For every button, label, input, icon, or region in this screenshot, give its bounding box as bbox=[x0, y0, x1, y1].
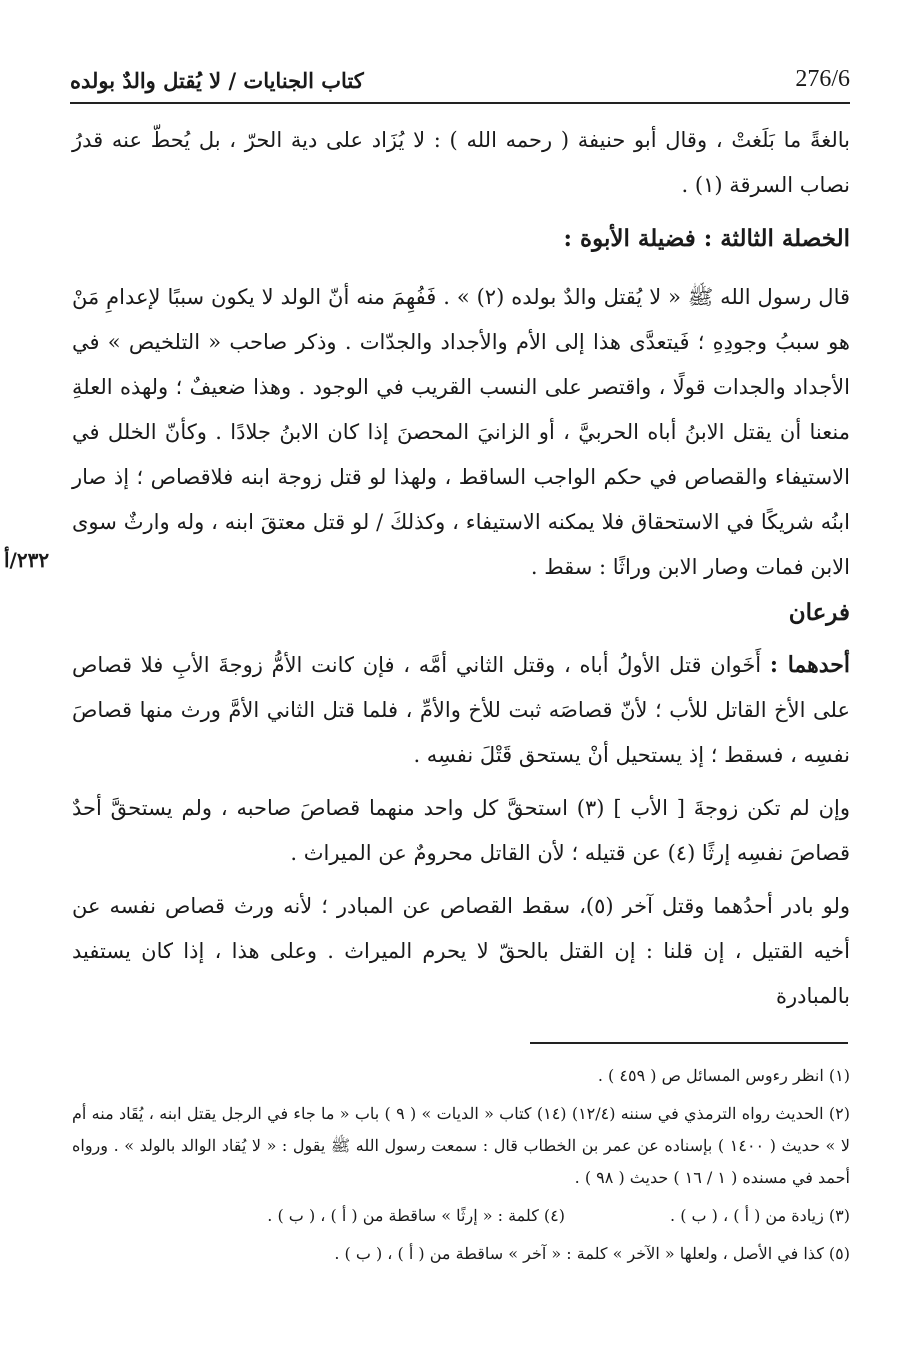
footnote-divider bbox=[530, 1042, 848, 1044]
running-title: كتاب الجنايات / لا يُقتل والدٌ بولده bbox=[70, 68, 364, 93]
branch-one-text: أَخَوان قتل الأولُ أباه ، وقتل الثاني أمَّه ، فإن كانت الأمُّ زوجةَ الأبِ فلا قصاص على الأخ القاتل للأب ؛ لأنّ قصاصَه ثبت للأخ والأمِّ ، فلما قتل الثاني الأمَّ ورث منها قصاصَ نفسِه ، فسقط ؛ إذ يستحيل أنْ يستحق قَتْلَ نفسِه . bbox=[72, 653, 850, 767]
branch-one-lead: أحدهما : bbox=[769, 652, 850, 678]
section-heading: الخصلة الثالثة : فضيلة الأبوة : bbox=[563, 225, 850, 252]
running-header bbox=[70, 62, 850, 104]
paragraph-opening: بالغةً ما بَلَغتْ ، وقال أبو حنيفة ( رحمه الله ) : لا يُزَاد على دية الحرّ ، بل يُحطّ عنه قدرُ نصاب السرقة (١) . bbox=[72, 128, 850, 197]
footnote-2: (٢) الحديث رواه الترمذي في سننه (١٢/٤) (١٤) كتاب « الديات » ( ٩ ) باب « ما جاء في الرجل يقتل ابنه ، يُقَاد منه أم لا » حديث ( ١٤٠٠ ) بإسناده عن عمر بن الخطاب قال : سمعت رسول الله ﷺ يقول : « لا يُقاد الوالد بالولد » . ورواه أحمد في مسنده ( ١ / ١٦ ) حديث ( ٩٨ ) . bbox=[72, 1104, 851, 1187]
subsection-heading: فرعان bbox=[788, 599, 850, 626]
paragraph-branch-three: ولو بادر أحدُهما وقتل آخر (٥)، سقط القصاص عن المبادر ؛ لأنه ورث قصاص نفسه عن أخيه القتيل ، إن قلنا : إن القتل بالحقّ لا يحرم الميراث . وعلى هذا ، إذا كان يستفيد بالمبادرة bbox=[72, 894, 851, 1008]
main-text bbox=[72, 118, 850, 1019]
footnote-row bbox=[72, 1200, 850, 1232]
paragraph-branch-one bbox=[72, 643, 850, 778]
paragraph-fatherhood: قال رسول الله ﷺ « لا يُقتل والدٌ بولده (٢) » . فَفُهِمَ منه أنّ الولد لا يكون سببًا لإعدامِ مَنْ هو سببُ وجودِهِ ؛ فَيتعدَّى هذا إلى الأم والأجداد والجدّات . وذكر صاحب « التلخيص » في الأجداد والجدات قولًا ، واقتصر على النسب القريب في الوجود . وهذا ضعيفٌ ؛ ولهذه العلةِ منعنا أن يقتل الابنُ أباه الحربيَّ ، أو الزانيَ المحصنَ إذا كان الابنُ جلادًا . وكأنّ الخلل في الاستيفاء والقصاص في حكم الواجب الساقط ، ولهذا لو قتل زوجة ابنه فلاقصاص ؛ إذ صار ابنُه شريكًا في الاستحقاق فلا يمكنه الاستيفاء ، وكذلكَ / لو قتل معتقَ ابنه ، وله وارثٌ سوى الابن فمات وصار الابن وراثًا : سقط . bbox=[72, 285, 851, 579]
footnote-4: (٤) كلمة : « إرثًا » ساقطة من ( أ ) ، ( ب ) . bbox=[267, 1206, 565, 1225]
page-number: 276/6 bbox=[795, 66, 850, 92]
manuscript-folio-mark: ٢٣٢/أ bbox=[4, 548, 50, 572]
footnote-5: (٥) كذا في الأصل ، ولعلها « الآخر » كلمة : « آخر » ساقطة من ( أ ) ، ( ب ) . bbox=[334, 1244, 850, 1263]
footnotes bbox=[72, 1060, 850, 1276]
footnote-1: (١) انظر رءوس المسائل ص ( ٤٥٩ ) . bbox=[597, 1066, 850, 1085]
footnote-3: (٣) زيادة من ( أ ) ، ( ب ) . bbox=[670, 1206, 850, 1225]
paragraph-branch-two: وإن لم تكن زوجةَ [ الأب ] (٣) استحقَّ كل واحد منهما قصاصَ صاحبه ، ولم يستحقَّ أحدٌ قصاصَ نفسِه إرثًا (٤) عن قتيله ؛ لأن القاتل محرومٌ عن الميراث . bbox=[72, 796, 851, 865]
